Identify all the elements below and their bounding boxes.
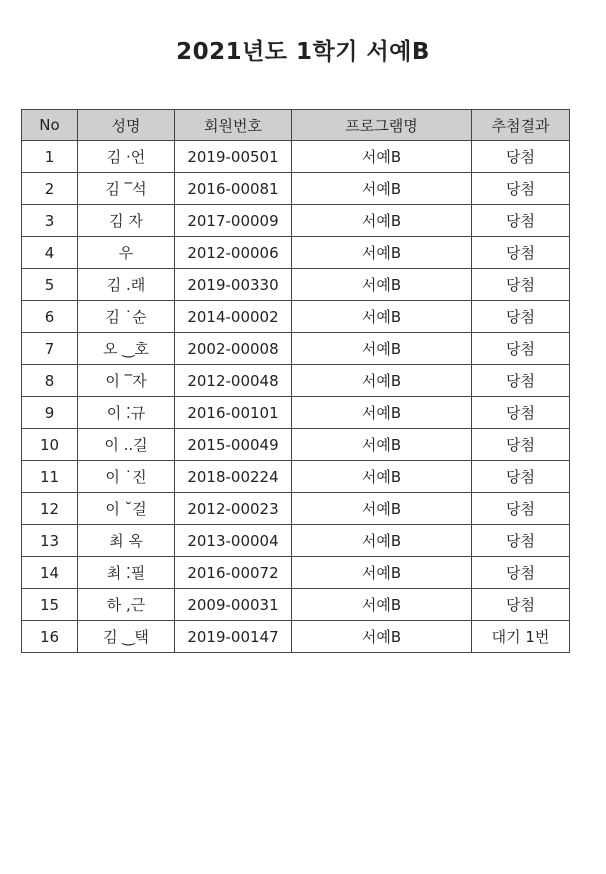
cell-no: 9 bbox=[22, 397, 78, 429]
cell-program: 서예B bbox=[292, 493, 472, 525]
page-title: 2021년도 1학기 서예B bbox=[176, 39, 430, 65]
cell-program: 서예B bbox=[292, 173, 472, 205]
cell-name: 이 ˘걸 bbox=[78, 493, 175, 525]
cell-no: 7 bbox=[22, 333, 78, 365]
cell-program: 서예B bbox=[292, 237, 472, 269]
cell-member-id: 2016-00081 bbox=[175, 173, 292, 205]
table-row bbox=[22, 589, 570, 621]
cell-name: 이 ˙진 bbox=[78, 461, 175, 493]
cell-name: 우 bbox=[78, 237, 175, 269]
cell-member-id: 2012-00023 bbox=[175, 493, 292, 525]
cell-no: 15 bbox=[22, 589, 78, 621]
cell-name: 김 ·언 bbox=[78, 141, 175, 173]
cell-no: 11 bbox=[22, 461, 78, 493]
table-row bbox=[22, 301, 570, 333]
cell-result: 당첨 bbox=[472, 205, 570, 237]
cell-result: 대기 1번 bbox=[472, 621, 570, 653]
cell-result: 당첨 bbox=[472, 429, 570, 461]
cell-member-id: 2016-00101 bbox=[175, 397, 292, 429]
cell-no: 5 bbox=[22, 269, 78, 301]
cell-no: 14 bbox=[22, 557, 78, 589]
cell-result: 당첨 bbox=[472, 333, 570, 365]
table-header-row bbox=[22, 110, 570, 141]
table-row bbox=[22, 557, 570, 589]
cell-result: 당첨 bbox=[472, 461, 570, 493]
header-member-id: 회원번호 bbox=[175, 110, 292, 141]
cell-name: 최 ⁚필 bbox=[78, 557, 175, 589]
cell-program: 서예B bbox=[292, 365, 472, 397]
table-body bbox=[22, 141, 570, 653]
header-program: 프로그램명 bbox=[292, 110, 472, 141]
cell-member-id: 2009-00031 bbox=[175, 589, 292, 621]
cell-no: 8 bbox=[22, 365, 78, 397]
cell-program: 서예B bbox=[292, 557, 472, 589]
table-row bbox=[22, 461, 570, 493]
table-row bbox=[22, 365, 570, 397]
cell-result: 당첨 bbox=[472, 589, 570, 621]
cell-member-id: 2014-00002 bbox=[175, 301, 292, 333]
cell-member-id: 2019-00330 bbox=[175, 269, 292, 301]
cell-no: 1 bbox=[22, 141, 78, 173]
cell-member-id: 2016-00072 bbox=[175, 557, 292, 589]
cell-member-id: 2017-00009 bbox=[175, 205, 292, 237]
cell-program: 서예B bbox=[292, 525, 472, 557]
table-row bbox=[22, 333, 570, 365]
cell-member-id: 2012-00006 bbox=[175, 237, 292, 269]
cell-result: 당첨 bbox=[472, 301, 570, 333]
cell-no: 13 bbox=[22, 525, 78, 557]
cell-program: 서예B bbox=[292, 429, 472, 461]
header-name: 성명 bbox=[78, 110, 175, 141]
header-no: No bbox=[22, 110, 78, 141]
cell-no: 2 bbox=[22, 173, 78, 205]
cell-member-id: 2012-00048 bbox=[175, 365, 292, 397]
table-row bbox=[22, 429, 570, 461]
cell-result: 당첨 bbox=[472, 397, 570, 429]
table-row bbox=[22, 205, 570, 237]
cell-no: 12 bbox=[22, 493, 78, 525]
cell-result: 당첨 bbox=[472, 237, 570, 269]
cell-program: 서예B bbox=[292, 333, 472, 365]
table-row bbox=[22, 173, 570, 205]
cell-name: 김 ˙순 bbox=[78, 301, 175, 333]
cell-result: 당첨 bbox=[472, 365, 570, 397]
cell-name: 오 ‿호 bbox=[78, 333, 175, 365]
cell-name: 하 ,근 bbox=[78, 589, 175, 621]
cell-name: 이 ⁚규 bbox=[78, 397, 175, 429]
cell-member-id: 2019-00147 bbox=[175, 621, 292, 653]
cell-program: 서예B bbox=[292, 397, 472, 429]
table-row bbox=[22, 237, 570, 269]
cell-name: 김 자 bbox=[78, 205, 175, 237]
cell-member-id: 2015-00049 bbox=[175, 429, 292, 461]
cell-program: 서예B bbox=[292, 301, 472, 333]
cell-name: 이 ..길 bbox=[78, 429, 175, 461]
lottery-results-table bbox=[21, 109, 570, 653]
cell-no: 6 bbox=[22, 301, 78, 333]
table-row bbox=[22, 621, 570, 653]
cell-name: 김 .래 bbox=[78, 269, 175, 301]
cell-program: 서예B bbox=[292, 141, 472, 173]
cell-result: 당첨 bbox=[472, 173, 570, 205]
table-row bbox=[22, 269, 570, 301]
cell-member-id: 2019-00501 bbox=[175, 141, 292, 173]
cell-name: 김 ‿택 bbox=[78, 621, 175, 653]
cell-result: 당첨 bbox=[472, 141, 570, 173]
cell-member-id: 2018-00224 bbox=[175, 461, 292, 493]
table-row bbox=[22, 397, 570, 429]
cell-program: 서예B bbox=[292, 621, 472, 653]
table-row bbox=[22, 493, 570, 525]
cell-no: 16 bbox=[22, 621, 78, 653]
cell-program: 서예B bbox=[292, 269, 472, 301]
cell-member-id: 2013-00004 bbox=[175, 525, 292, 557]
cell-program: 서예B bbox=[292, 589, 472, 621]
cell-name: 최 옥 bbox=[78, 525, 175, 557]
cell-result: 당첨 bbox=[472, 493, 570, 525]
cell-name: 김 ‾석 bbox=[78, 173, 175, 205]
table-row bbox=[22, 141, 570, 173]
header-result: 추첨결과 bbox=[472, 110, 570, 141]
cell-program: 서예B bbox=[292, 205, 472, 237]
cell-no: 4 bbox=[22, 237, 78, 269]
cell-member-id: 2002-00008 bbox=[175, 333, 292, 365]
cell-result: 당첨 bbox=[472, 557, 570, 589]
cell-no: 3 bbox=[22, 205, 78, 237]
table-row bbox=[22, 525, 570, 557]
cell-result: 당첨 bbox=[472, 269, 570, 301]
cell-result: 당첨 bbox=[472, 525, 570, 557]
cell-no: 10 bbox=[22, 429, 78, 461]
cell-program: 서예B bbox=[292, 461, 472, 493]
cell-name: 이 ‾자 bbox=[78, 365, 175, 397]
